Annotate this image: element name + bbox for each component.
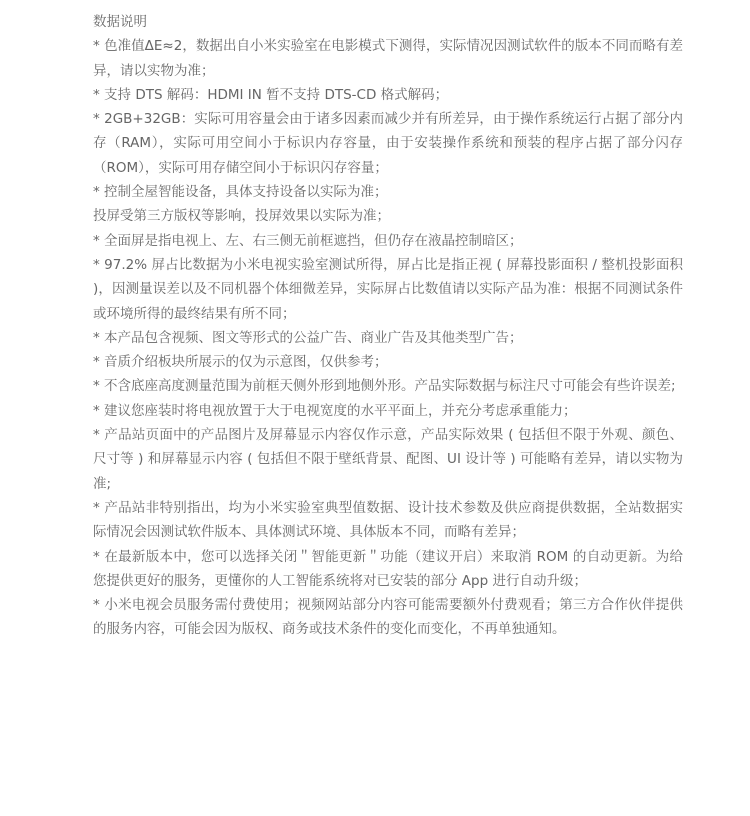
note-screen-to-body-ratio: * 97.2% 屏占比数据为小米电视实验室测试所得，屏占比是指正视 ( 屏幕投影面积 / 整机投影面积 )，因测量误差以及不同机器个体细微差异，实际屏占比数值请以实际产品为准：根据不同测试条件或环境所得的最终结果有所不同； — [93, 256, 683, 322]
note-dimensions: * 不含底座高度测量范围为前框天侧外形到地侧外形。产品实际数据与标注尺寸可能会有些许误差; — [93, 378, 676, 395]
note-screen-casting: 投屏受第三方版权等影响，投屏效果以实际为准； — [93, 208, 390, 225]
note-advertising: * 本产品包含视频、图文等形式的公益广告、商业广告及其他类型广告； — [93, 329, 523, 346]
note-smart-home-control: * 控制全屋智能设备，具体支持设备以实际为准； — [93, 184, 388, 201]
note-dts-decoding: * 支持 DTS 解码：HDMI IN 暂不支持 DTS-CD 格式解码； — [93, 86, 449, 103]
note-product-images: * 产品站页面中的产品图片及屏幕显示内容仅作示意，产品实际效果 ( 包括但不限于外观、颜色、尺寸等 ) 和屏幕显示内容 ( 包括但不限于壁纸背景、配图、UI 设计等 ) 可能略有差异，请以实物为准; — [93, 427, 683, 492]
note-audio-illustration: * 音质介绍板块所展示的仅为示意图，仅供参考； — [93, 354, 388, 371]
note-membership-services: * 小米电视会员服务需付费使用；视频网站部分内容可能需要额外付费观看；第三方合作伙伴提供的服务内容，可能会因为版权、商务或技术条件的变化而变化，不再单独通知。 — [93, 597, 683, 638]
note-lab-data: * 产品站非特别指出，均为小米实验室典型值数据、设计技术参数及供应商提供数据，全站数据实际情况会因测试软件版本、具体测试环境、具体版本不同，而略有差异； — [93, 499, 683, 541]
note-full-screen: * 全面屏是指电视上、左、右三侧无前框遮挡，但仍存在液晶控制暗区； — [93, 232, 523, 249]
note-smart-update: * 在最新版本中，您可以选择关闭＂智能更新＂功能（建议开启）来取消 ROM 的自动更新。为给您提供更好的服务，更懂你的人工智能系统将对已安装的部分 App 进行自动升级； — [93, 548, 683, 589]
data-disclaimer-section — [93, 10, 683, 642]
note-storage-capacity: * 2GB+32GB：实际可用容量会由于诸多因素而减少并有所差异，由于操作系统运行占据了部分内存（RAM），实际可用空间小于标识内存容量，由于安装操作系统和预装的程序占据了部分闪存（ROM），实际可用存储空间小于标识闪存容量； — [93, 111, 683, 176]
note-installation: * 建议您座装时将电视放置于大于电视宽度的水平平面上，并充分考虑承重能力； — [93, 402, 577, 419]
note-color-accuracy: * 色准值ΔE≈2，数据出自小米实验室在电影模式下测得，实际情况因测试软件的版本不同而略有差异，请以实物为准； — [93, 38, 683, 79]
disclaimer-note-list — [93, 34, 683, 641]
disclaimer-title: 数据说明 — [93, 14, 147, 30]
